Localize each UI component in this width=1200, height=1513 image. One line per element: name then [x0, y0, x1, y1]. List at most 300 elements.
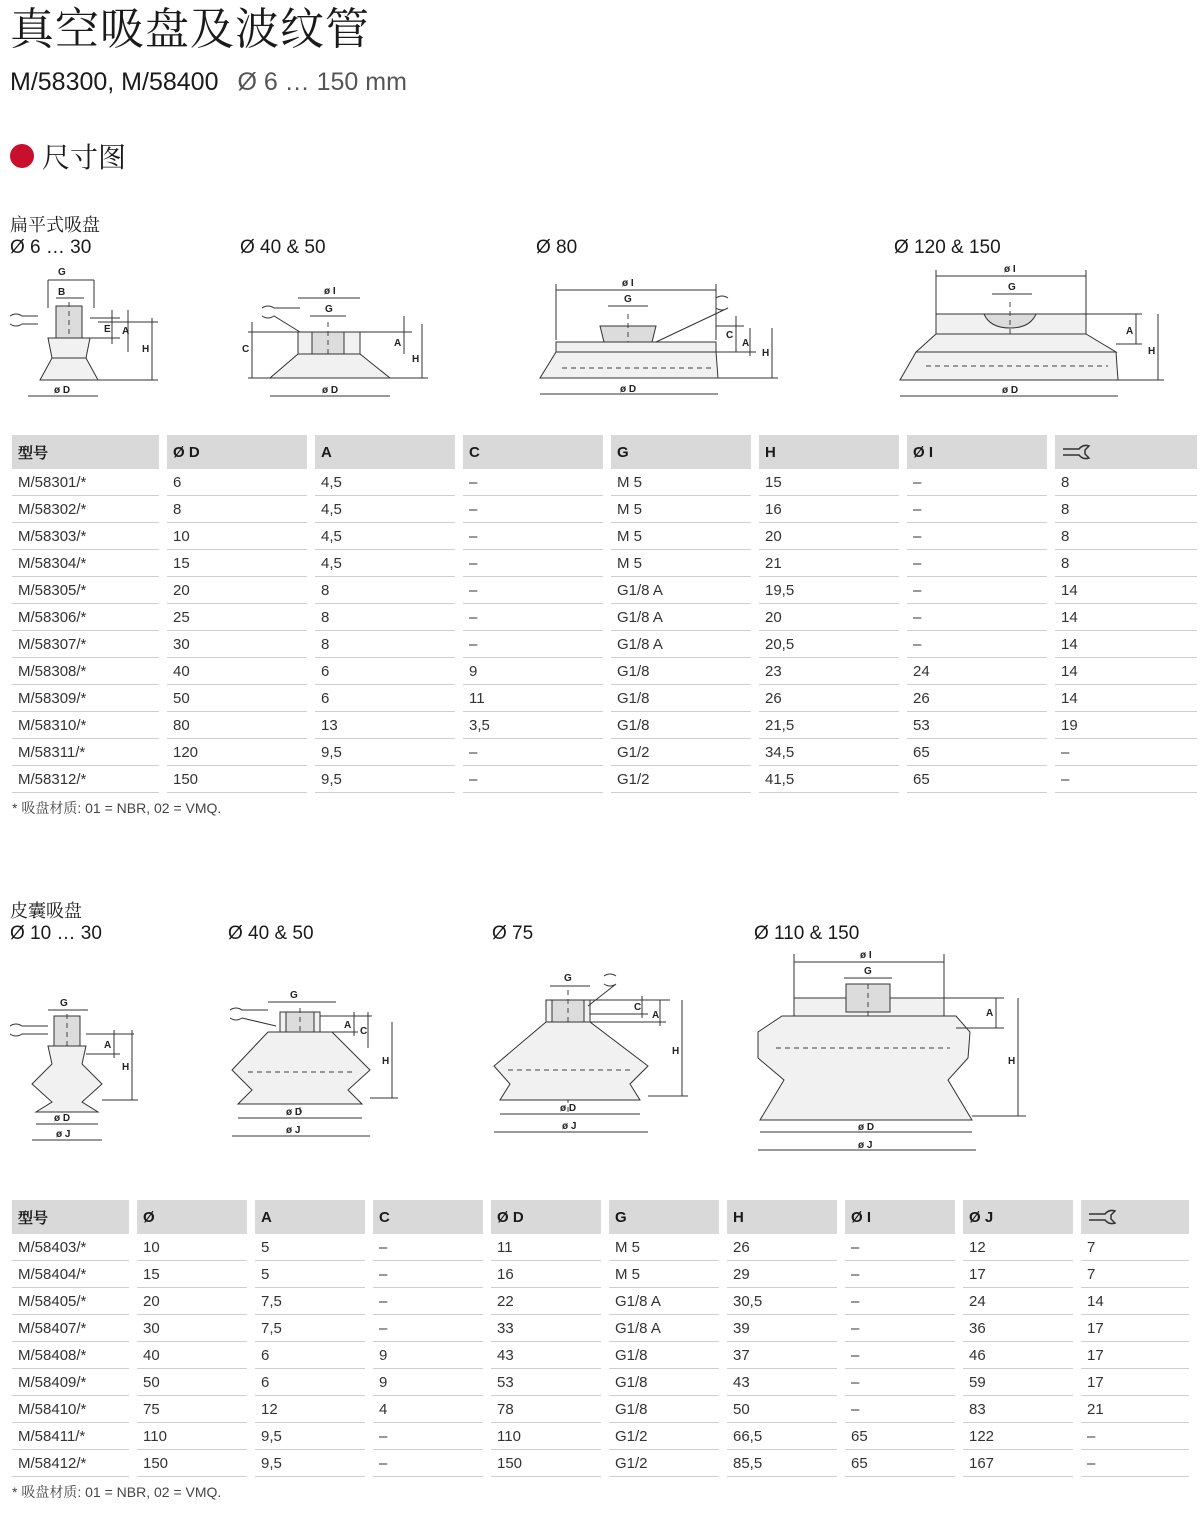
table-row: [12, 523, 1197, 550]
cell-d: 6: [167, 469, 307, 496]
cell-c: –: [463, 523, 603, 550]
cell-d: 43: [491, 1342, 601, 1369]
cell-j: 12: [963, 1234, 1073, 1261]
cell-h: 19,5: [759, 577, 899, 604]
dim-label: ø I: [1004, 264, 1016, 275]
cell-i: –: [845, 1234, 955, 1261]
cell-g: G1/8 A: [611, 631, 751, 658]
dim-label: A: [1126, 326, 1134, 337]
cell-i: –: [907, 604, 1047, 631]
cell-wrench: 14: [1055, 685, 1197, 712]
cell-g: G1/2: [611, 739, 751, 766]
cell-i: 26: [907, 685, 1047, 712]
cell-h: 30,5: [727, 1288, 837, 1315]
cell-a: 5: [255, 1234, 365, 1261]
cell-c: –: [463, 577, 603, 604]
cell-h: 85,5: [727, 1450, 837, 1477]
bellows-cup-table: [12, 1200, 1189, 1477]
cell-a: 9,5: [255, 1423, 365, 1450]
cell-model: M/58309/*: [12, 685, 159, 712]
cell-c: –: [463, 550, 603, 577]
cell-i: 65: [845, 1450, 955, 1477]
col-header-a: A: [255, 1200, 365, 1234]
diameter-range: Ø 6 … 150 mm: [237, 68, 407, 96]
col-header-d: Ø D: [167, 435, 307, 469]
cell-g: G1/8 A: [611, 577, 751, 604]
cell-model: M/58312/*: [12, 766, 159, 793]
bellows-diagram-label-1: Ø 10 … 30: [10, 923, 102, 944]
dim-label: ø J: [56, 1129, 71, 1140]
table-row: [12, 1342, 1189, 1369]
footnote-text: : 01 = NBR, 02 = VMQ.: [77, 1484, 222, 1500]
cell-d: 80: [167, 712, 307, 739]
dim-label: A: [344, 1020, 352, 1031]
col-header-model: 型号: [12, 1200, 129, 1234]
footnote-mark: *: [12, 1484, 18, 1500]
dim-label: H: [142, 344, 150, 355]
dim-label: G: [325, 304, 333, 315]
cell-wrench: –: [1081, 1423, 1189, 1450]
cell-diameter: 30: [137, 1315, 247, 1342]
table-row: [12, 631, 1197, 658]
col-header-c: C: [463, 435, 603, 469]
cell-model: M/58411/*: [12, 1423, 129, 1450]
cell-g: G1/8 A: [609, 1315, 719, 1342]
cell-diameter: 50: [137, 1369, 247, 1396]
cell-d: 120: [167, 739, 307, 766]
cell-g: G1/8 A: [611, 604, 751, 631]
cell-g: M 5: [611, 496, 751, 523]
footnote-text: : 01 = NBR, 02 = VMQ.: [77, 800, 222, 816]
cell-g: M 5: [609, 1261, 719, 1288]
cell-i: –: [907, 550, 1047, 577]
cell-model: M/58405/*: [12, 1288, 129, 1315]
cell-model: M/58410/*: [12, 1396, 129, 1423]
cell-i: –: [907, 523, 1047, 550]
flat-drawing-40-50: [240, 282, 430, 404]
cell-diameter: 20: [137, 1288, 247, 1315]
dim-label: ø D: [54, 1113, 71, 1124]
cell-c: 3,5: [463, 712, 603, 739]
cell-a: 6: [255, 1369, 365, 1396]
dim-label: ø D: [322, 385, 339, 396]
cell-model: M/58307/*: [12, 631, 159, 658]
cell-i: –: [907, 577, 1047, 604]
cell-a: 4,5: [315, 496, 455, 523]
dim-label: ø D: [858, 1122, 875, 1133]
flat-drawing-6-30: [8, 262, 168, 404]
cell-diameter: 150: [137, 1450, 247, 1477]
cell-g: G1/8: [609, 1396, 719, 1423]
cell-d: 150: [167, 766, 307, 793]
cell-g: M 5: [609, 1234, 719, 1261]
table-row: [12, 658, 1197, 685]
table-row: [12, 550, 1197, 577]
wrench-icon: [1061, 442, 1091, 462]
table-header-row: [12, 1200, 1189, 1234]
cell-d: 78: [491, 1396, 601, 1423]
cell-a: 6: [315, 658, 455, 685]
flat-diagram-label-4: Ø 120 & 150: [894, 237, 1001, 258]
cell-h: 21: [759, 550, 899, 577]
dim-label: ø D: [620, 384, 637, 395]
cell-a: 13: [315, 712, 455, 739]
table-row: [12, 685, 1197, 712]
cell-g: G1/8: [609, 1369, 719, 1396]
dim-label: ø J: [286, 1125, 301, 1136]
table-header-row: [12, 435, 1197, 469]
table-row: [12, 1423, 1189, 1450]
cell-d: 10: [167, 523, 307, 550]
cell-model: M/58303/*: [12, 523, 159, 550]
cell-c: 9: [463, 658, 603, 685]
cell-diameter: 110: [137, 1423, 247, 1450]
cell-c: 11: [463, 685, 603, 712]
cell-a: 5: [255, 1261, 365, 1288]
cell-a: 7,5: [255, 1315, 365, 1342]
cell-wrench: 14: [1055, 658, 1197, 685]
cell-wrench: 8: [1055, 469, 1197, 496]
cell-wrench: 17: [1081, 1315, 1189, 1342]
cell-j: 167: [963, 1450, 1073, 1477]
dim-label: H: [672, 1046, 680, 1057]
cell-g: G1/2: [611, 766, 751, 793]
col-header-wrench: [1055, 435, 1197, 469]
flat-diagram-label-2: Ø 40 & 50: [240, 237, 326, 258]
cell-model: M/58311/*: [12, 739, 159, 766]
dim-label: ø I: [622, 278, 634, 289]
cell-h: 34,5: [759, 739, 899, 766]
page-subtitle: [10, 66, 407, 98]
cell-d: 110: [491, 1423, 601, 1450]
bellows-drawing-75: [490, 966, 690, 1142]
dim-label: ø D: [286, 1107, 303, 1118]
dim-label: ø D: [1002, 385, 1019, 396]
cell-wrench: 8: [1055, 523, 1197, 550]
cell-g: G1/8 A: [609, 1288, 719, 1315]
dim-label: C: [242, 344, 250, 355]
cell-i: 65: [907, 739, 1047, 766]
cell-model: M/58306/*: [12, 604, 159, 631]
cell-model: M/58302/*: [12, 496, 159, 523]
bellows-diagram-label-3: Ø 75: [492, 923, 534, 944]
flat-cup-table: [12, 435, 1197, 793]
cell-model: M/58407/*: [12, 1315, 129, 1342]
cell-diameter: 75: [137, 1396, 247, 1423]
flat-drawing-80: [536, 276, 786, 404]
col-header-a: A: [315, 435, 455, 469]
cell-d: 15: [167, 550, 307, 577]
cell-h: 43: [727, 1369, 837, 1396]
col-header-wrench: [1081, 1200, 1189, 1234]
cell-i: –: [845, 1396, 955, 1423]
flat-diagram-label-1: Ø 6 … 30: [10, 237, 92, 258]
cell-j: 59: [963, 1369, 1073, 1396]
cell-model: M/58403/*: [12, 1234, 129, 1261]
cell-d: 16: [491, 1261, 601, 1288]
cell-wrench: 14: [1055, 604, 1197, 631]
footnote-label: 吸盘材质: [21, 1484, 78, 1500]
cell-c: –: [463, 604, 603, 631]
cell-c: –: [373, 1423, 483, 1450]
cell-j: 36: [963, 1315, 1073, 1342]
cell-a: 6: [315, 685, 455, 712]
dim-label: G: [624, 294, 632, 305]
flat-footnote: [12, 798, 221, 818]
dim-label: G: [290, 990, 298, 1001]
cell-h: 21,5: [759, 712, 899, 739]
cell-h: 50: [727, 1396, 837, 1423]
cell-i: 65: [845, 1423, 955, 1450]
dim-label: G: [58, 267, 66, 278]
table-row: [12, 1450, 1189, 1477]
cell-g: M 5: [611, 550, 751, 577]
bellows-drawing-110-150: [754, 944, 1028, 1158]
cell-c: –: [373, 1315, 483, 1342]
cell-c: 4: [373, 1396, 483, 1423]
flat-diagram-label-3: Ø 80: [536, 237, 578, 258]
cell-d: 53: [491, 1369, 601, 1396]
cell-wrench: –: [1055, 739, 1197, 766]
table-row: [12, 604, 1197, 631]
table-row: [12, 1315, 1189, 1342]
table-row: [12, 1261, 1189, 1288]
cell-a: 12: [255, 1396, 365, 1423]
cell-a: 8: [315, 604, 455, 631]
cell-a: 9,5: [315, 766, 455, 793]
cell-i: 65: [907, 766, 1047, 793]
dim-label: G: [564, 973, 572, 984]
cell-a: 9,5: [255, 1450, 365, 1477]
table-row: [12, 1288, 1189, 1315]
flat-group-label: 扁平式吸盘: [10, 215, 100, 235]
dim-label: ø I: [860, 950, 872, 961]
cell-i: 24: [907, 658, 1047, 685]
dim-label: E: [104, 324, 111, 335]
cell-wrench: 14: [1055, 631, 1197, 658]
cell-d: 40: [167, 658, 307, 685]
cell-h: 29: [727, 1261, 837, 1288]
footnote-mark: *: [12, 800, 18, 816]
dim-label: C: [634, 1002, 642, 1013]
cell-h: 20: [759, 523, 899, 550]
cell-j: 83: [963, 1396, 1073, 1423]
col-header-h: H: [759, 435, 899, 469]
cell-j: 122: [963, 1423, 1073, 1450]
bellows-group-label: 皮囊吸盘: [10, 901, 82, 921]
bellows-footnote: [12, 1482, 221, 1502]
cell-i: –: [845, 1342, 955, 1369]
cell-wrench: 19: [1055, 712, 1197, 739]
cell-h: 26: [759, 685, 899, 712]
table-row: [12, 577, 1197, 604]
cell-c: –: [463, 631, 603, 658]
cell-g: G1/8: [611, 658, 751, 685]
footnote-label: 吸盘材质: [21, 800, 78, 816]
cell-diameter: 40: [137, 1342, 247, 1369]
cell-i: –: [907, 496, 1047, 523]
cell-diameter: 15: [137, 1261, 247, 1288]
dim-label: G: [60, 998, 68, 1009]
dim-label: G: [864, 966, 872, 977]
cell-i: –: [845, 1369, 955, 1396]
cell-h: 15: [759, 469, 899, 496]
dim-label: H: [412, 354, 420, 365]
cell-c: –: [373, 1261, 483, 1288]
col-header-g: G: [611, 435, 751, 469]
bellows-drawing-40-50: [228, 986, 408, 1142]
flat-drawing-120-150: [896, 262, 1166, 404]
cell-h: 41,5: [759, 766, 899, 793]
cell-a: 8: [315, 577, 455, 604]
dim-label: ø I: [324, 286, 336, 297]
dim-label: A: [652, 1010, 660, 1021]
cell-c: 9: [373, 1369, 483, 1396]
cell-wrench: 14: [1081, 1288, 1189, 1315]
cell-c: –: [463, 469, 603, 496]
cell-g: G1/2: [609, 1450, 719, 1477]
cell-d: 8: [167, 496, 307, 523]
cell-wrench: 8: [1055, 550, 1197, 577]
cell-model: M/58412/*: [12, 1450, 129, 1477]
section-title: 尺寸图: [42, 142, 127, 173]
cell-i: –: [907, 631, 1047, 658]
table-row: [12, 1396, 1189, 1423]
cell-a: 6: [255, 1342, 365, 1369]
cell-model: M/58408/*: [12, 1342, 129, 1369]
dim-label: H: [1008, 1056, 1016, 1067]
cell-a: 8: [315, 631, 455, 658]
model-numbers: M/58300, M/58400: [10, 68, 219, 96]
dim-label: A: [986, 1008, 994, 1019]
dim-label: ø J: [562, 1121, 577, 1132]
cell-i: 53: [907, 712, 1047, 739]
dim-label: C: [360, 1026, 368, 1037]
cell-wrench: 7: [1081, 1234, 1189, 1261]
cell-model: M/58308/*: [12, 658, 159, 685]
cell-d: 150: [491, 1450, 601, 1477]
cell-model: M/58310/*: [12, 712, 159, 739]
cell-g: G1/8: [611, 685, 751, 712]
col-header-i: Ø I: [845, 1200, 955, 1234]
cell-wrench: 21: [1081, 1396, 1189, 1423]
cell-a: 9,5: [315, 739, 455, 766]
cell-a: 4,5: [315, 550, 455, 577]
bellows-drawing-10-30: [8, 994, 148, 1144]
cell-i: –: [845, 1315, 955, 1342]
cell-h: 26: [727, 1234, 837, 1261]
cell-h: 20,5: [759, 631, 899, 658]
col-header-diameter: Ø: [137, 1200, 247, 1234]
dim-label: ø J: [858, 1140, 873, 1151]
table-row: [12, 739, 1197, 766]
cell-a: 4,5: [315, 523, 455, 550]
cell-wrench: –: [1081, 1450, 1189, 1477]
dim-label: G: [1008, 282, 1016, 293]
cell-model: M/58409/*: [12, 1369, 129, 1396]
table-row: [12, 469, 1197, 496]
cell-c: –: [373, 1450, 483, 1477]
cell-wrench: 17: [1081, 1369, 1189, 1396]
table-row: [12, 712, 1197, 739]
col-header-model: 型号: [12, 435, 159, 469]
dim-label: ø D: [54, 385, 71, 396]
table-row: [12, 496, 1197, 523]
bellows-diagram-label-4: Ø 110 & 150: [754, 923, 860, 944]
cell-g: G1/8: [611, 712, 751, 739]
col-header-d: Ø D: [491, 1200, 601, 1234]
cell-g: G1/8: [609, 1342, 719, 1369]
cell-c: –: [373, 1234, 483, 1261]
cell-wrench: 8: [1055, 496, 1197, 523]
cell-c: –: [373, 1288, 483, 1315]
col-header-j: Ø J: [963, 1200, 1073, 1234]
dim-label: A: [742, 338, 750, 349]
cell-wrench: 7: [1081, 1261, 1189, 1288]
dim-label: H: [122, 1062, 130, 1073]
cell-c: –: [463, 496, 603, 523]
dim-label: A: [122, 326, 130, 337]
dim-label: ø D: [560, 1103, 577, 1114]
col-header-i: Ø I: [907, 435, 1047, 469]
cell-h: 23: [759, 658, 899, 685]
cell-j: 24: [963, 1288, 1073, 1315]
cell-g: G1/2: [609, 1423, 719, 1450]
cell-model: M/58404/*: [12, 1261, 129, 1288]
cell-c: 9: [373, 1342, 483, 1369]
cell-d: 25: [167, 604, 307, 631]
cell-h: 20: [759, 604, 899, 631]
cell-wrench: 17: [1081, 1342, 1189, 1369]
cell-d: 33: [491, 1315, 601, 1342]
cell-i: –: [907, 469, 1047, 496]
cell-h: 39: [727, 1315, 837, 1342]
cell-j: 46: [963, 1342, 1073, 1369]
cell-h: 37: [727, 1342, 837, 1369]
cell-diameter: 10: [137, 1234, 247, 1261]
table-row: [12, 766, 1197, 793]
cell-g: M 5: [611, 523, 751, 550]
cell-h: 66,5: [727, 1423, 837, 1450]
cell-model: M/58301/*: [12, 469, 159, 496]
cell-d: 50: [167, 685, 307, 712]
col-header-c: C: [373, 1200, 483, 1234]
cell-c: –: [463, 766, 603, 793]
dim-label: A: [394, 338, 402, 349]
cell-c: –: [463, 739, 603, 766]
dim-label: H: [762, 348, 770, 359]
col-header-h: H: [727, 1200, 837, 1234]
cell-model: M/58304/*: [12, 550, 159, 577]
dim-label: H: [382, 1056, 390, 1067]
section-heading: [10, 136, 126, 176]
cell-d: 22: [491, 1288, 601, 1315]
cell-a: 4,5: [315, 469, 455, 496]
wrench-icon: [1087, 1207, 1117, 1227]
col-header-g: G: [609, 1200, 719, 1234]
page-title: 真空吸盘及波纹管: [10, 5, 370, 54]
cell-a: 7,5: [255, 1288, 365, 1315]
dim-label: H: [1148, 346, 1156, 357]
dim-label: C: [726, 330, 734, 341]
cell-d: 11: [491, 1234, 601, 1261]
cell-i: –: [845, 1261, 955, 1288]
cell-g: M 5: [611, 469, 751, 496]
cell-wrench: 14: [1055, 577, 1197, 604]
red-bullet-icon: [10, 144, 34, 168]
cell-d: 30: [167, 631, 307, 658]
cell-j: 17: [963, 1261, 1073, 1288]
